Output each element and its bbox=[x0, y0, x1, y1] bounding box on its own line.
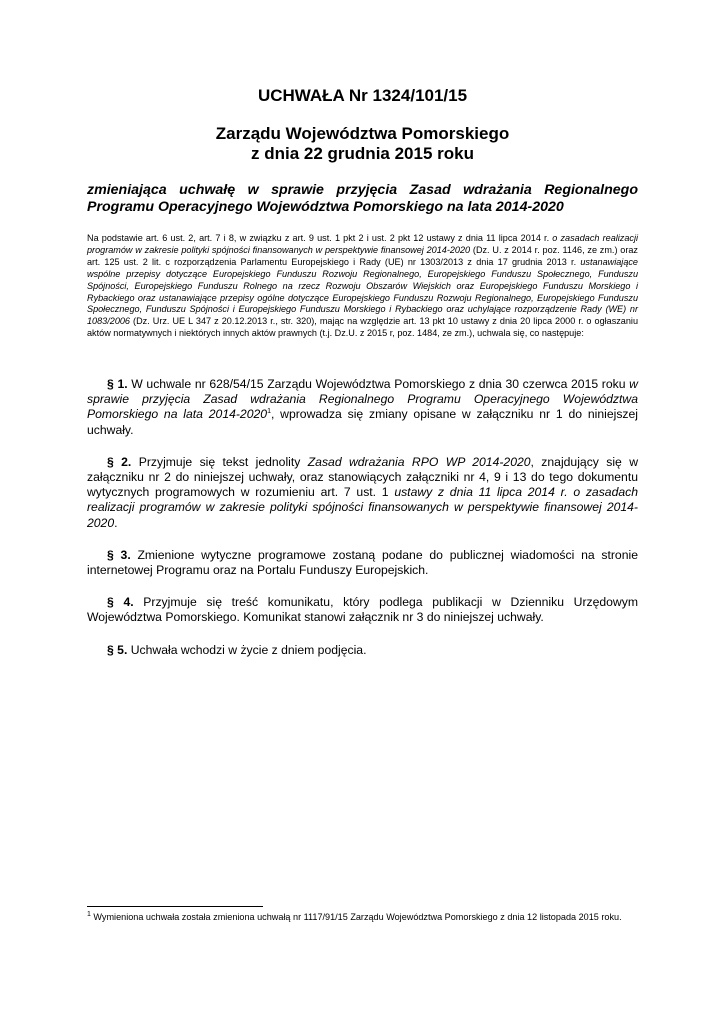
section-text: . bbox=[114, 515, 118, 530]
section-cited-title: ustawy z dnia 11 lipca 2014 r. o zasadach realizacji programów w zakresie polityki spójności finansowanych w perspektywie finansowej 2014-2020 bbox=[87, 485, 638, 530]
footnote-text: Wymieniona uchwała została zmieniona uchwałą nr 1117/91/15 Zarządu Województwa Pomorskiego z dnia 12 listopada 2015 roku. bbox=[90, 912, 622, 922]
resolution-title: UCHWAŁA Nr 1324/101/15 bbox=[257, 86, 468, 105]
section-1 bbox=[87, 377, 638, 438]
section-3 bbox=[87, 548, 638, 578]
section-number: § 3. bbox=[107, 547, 131, 562]
resolution-issuer bbox=[0, 124, 725, 164]
preamble-text: (Dz. U. z 2014 r. poz. 1146, ze zm.) oraz art. 125 ust. 2 lit. c rozporządzenia Parlamentu Europejskiego i Rady (UE) nr 1303/2013 z dnia 17 grudnia 2013 r. bbox=[87, 244, 638, 267]
preamble-regulation-title: ustanawiające wspólne przepisy dotyczące Europejskiego Funduszu Rozwoju Regionalnego, Europejskiego Funduszu Społecznego, Funduszu Spójności, Europejskiego Funduszu Rolnego na rzecz Rozwoju Obszarów Wiejskich oraz Europejskiego Funduszu Morskiego i Rybackiego oraz ustanawiające przepisy ogólne dotyczące Europejskiego Funduszu Rozwoju Regionalnego, Europejskiego Funduszu Społecznego, Funduszu Spójności i Europejskiego Funduszu Morskiego i Rybackiego oraz uchylające rozporządzenie Rady (WE) nr 1083/2006 bbox=[87, 256, 638, 327]
preamble-text: Na podstawie art. 6 ust. 2, art. 7 i 8, w związku z art. 9 ust. 1 pkt 2 i ust. 2 pkt 12 ustawy z dnia 11 lipca 2014 r. bbox=[87, 233, 553, 243]
resolution-sections bbox=[87, 377, 638, 675]
section-cited-title: Zasad wdrażania RPO WP 2014-2020 bbox=[307, 454, 531, 469]
section-text: Uchwała wchodzi w życie z dniem podjęcia. bbox=[127, 642, 367, 657]
footnote bbox=[87, 912, 638, 923]
section-text: Zmienione wytyczne programowe zostaną podane do publicznej wiadomości na stronie internetowej Programu oraz na Portalu Funduszy Europejskich. bbox=[87, 547, 638, 578]
section-cited-title: w sprawie przyjęcia Zasad wdrażania Regionalnego Programu Operacyjnego Województwa Pomorskiego na lata 2014-2020 bbox=[87, 377, 638, 422]
resolution-date: z dnia 22 grudnia 2015 roku bbox=[251, 144, 474, 163]
section-number: § 5. bbox=[107, 642, 128, 657]
issuer-name: Zarządu Województwa Pomorskiego bbox=[215, 124, 510, 143]
footnote-mark: 1 bbox=[87, 910, 91, 918]
preamble-text: (Dz. Urz. UE L 347 z 20.12.2013 r., str. 320), mając na względzie art. 13 pkt 10 ustawy z dnia 20 lipca 2000 r. o ogłaszaniu aktów normatywnych i niektórych innych aktów prawnych (t.j. Dz.U. z 2015 r, poz. 1484, ze zm.), uchwala się, co następuje: bbox=[87, 316, 638, 339]
footnote-reference: 1 bbox=[267, 408, 271, 416]
section-text: , wprowadza się zmiany opisane w załączniku nr 1 do niniejszej uchwały. bbox=[87, 407, 638, 437]
legal-basis-preamble bbox=[87, 233, 638, 340]
footnote-separator bbox=[87, 906, 263, 907]
section-4 bbox=[87, 595, 638, 625]
section-text: Przyjmuje się tekst jednolity bbox=[131, 454, 308, 469]
section-2 bbox=[87, 455, 638, 531]
section-text: Przyjmuje się treść komunikatu, który podlega publikacji w Dzienniku Urzędowym Województwa Pomorskiego. Komunikat stanowi załącznik nr 3 do niniejszej uchwały. bbox=[87, 595, 638, 625]
section-number: § 4. bbox=[107, 595, 134, 610]
section-text: W uchwale nr 628/54/15 Zarządu Województwa Pomorskiego z dnia 30 czerwca 2015 roku bbox=[127, 377, 630, 391]
section-number: § 2. bbox=[107, 454, 132, 469]
resolution-subject: zmieniająca uchwałę w sprawie przyjęcia Zasad wdrażania Regionalnego Programu Operacyjnego Województwa Pomorskiego na lata 2014-2020 bbox=[87, 182, 638, 215]
section-5 bbox=[87, 643, 638, 658]
section-number: § 1. bbox=[107, 377, 128, 391]
section-text: , znajdujący się w załączniku nr 2 do niniejszej uchwały, oraz stanowiących załączniki nr 4, 9 i 13 do tego dokumentu wytycznych programowych w rozumieniu art. 7 ust. 1 bbox=[87, 454, 639, 500]
preamble-act-title: o zasadach realizacji programów w zakresie polityki spójności finansowanych w perspektywie finansowej 2014-2020 bbox=[87, 233, 638, 255]
